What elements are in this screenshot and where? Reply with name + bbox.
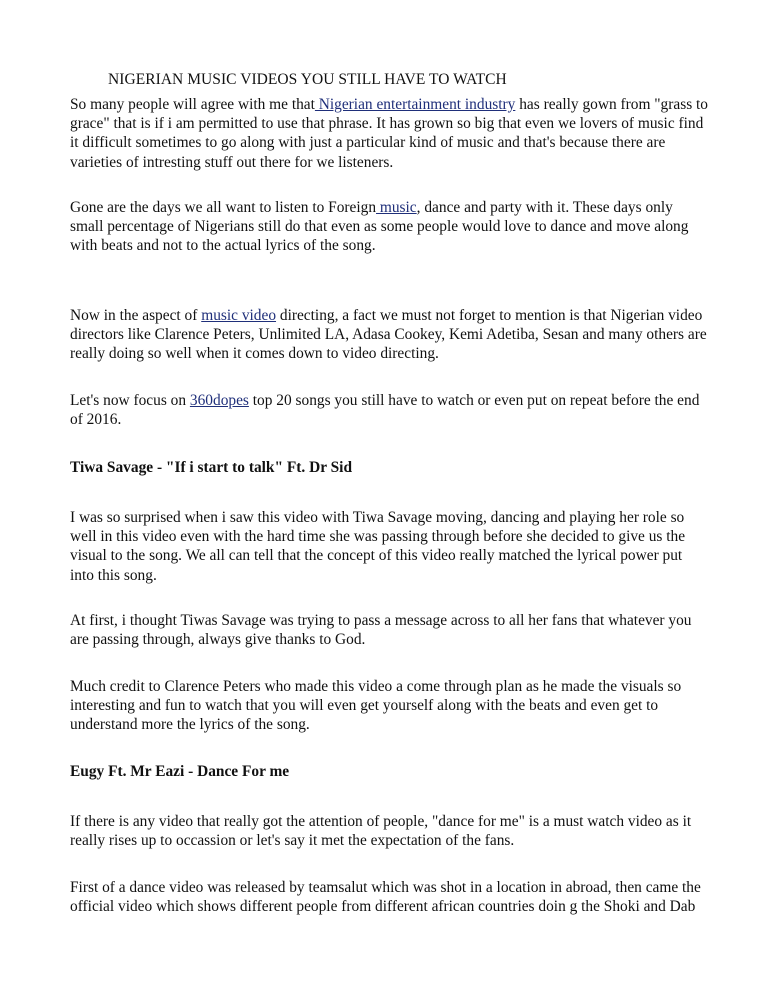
text-line: First of a dance video was released by teamsalut which was shot in a location in abroad, then came the [70,879,701,896]
text-line [70,306,706,325]
text-segment: , dance and party with it. These days only [416,199,673,216]
text-line: grace" that is if i am permitted to use that phrase. It has grown so big that even we lovers of music find [70,115,704,133]
paragraph-dance-for-me [70,812,706,850]
paragraph-clarence-peters [70,677,706,735]
link-music-video[interactable]: music video [201,307,277,324]
paragraph-video-directing [70,306,706,364]
paragraph-intro [70,95,706,172]
link-music[interactable]: music [376,199,417,216]
text-line: visual to the song. We all can tell that the concept of this video really matched the lyrical power put [70,547,683,565]
link-360dopes[interactable]: 360dopes [189,392,249,409]
document-title: NIGERIAN MUSIC VIDEOS YOU STILL HAVE TO WATCH [108,71,507,88]
text-line: of 2016. [70,411,122,429]
text-line: small percentage of Nigerians still do that even as some people would love to dance and move along [70,218,689,236]
text-segment: has really gown from "grass to [515,96,708,113]
paragraph-tiwa-surprise [70,508,706,585]
text-line [70,391,706,410]
text-line: directors like Clarence Peters, Unlimited LA, Adasa Cookey, Kemi Adetiba, Sesan and many others are [70,326,707,344]
text-line: are passing through, always give thanks to God. [70,631,366,649]
section-heading-tiwa-savage: Tiwa Savage - "If i start to talk" Ft. Dr Sid [70,459,353,476]
text-line [70,198,706,217]
text-line: I was so surprised when i saw this video with Tiwa Savage moving, dancing and playing her role so [70,509,685,526]
text-segment: So many people will agree with me that [70,96,315,113]
paragraph-tiwa-message [70,611,706,649]
text-segment: Gone are the days we all want to listen to Foreign [70,199,377,216]
text-line: At first, i thought Tiwas Savage was trying to pass a message across to all her fans that whatever you [70,612,692,629]
text-line: understand more the lyrics of the song. [70,716,310,734]
text-line: really doing so well when it comes down to video directing. [70,345,439,363]
paragraph-top-20 [70,391,706,429]
text-line: it difficult sometimes to go along with just a particular kind of music and that's because there are [70,134,666,152]
text-segment: Let's now focus on [70,392,190,409]
section-heading-eugy: Eugy Ft. Mr Eazi - Dance For me [70,763,290,780]
text-segment: top 20 songs you still have to watch or even put on repeat before the end [248,392,700,409]
text-line [70,95,706,114]
text-segment: Now in the aspect of [70,307,202,324]
text-line: Much credit to Clarence Peters who made this video a come through plan as he made the visuals so [70,678,682,695]
text-segment: directing, a fact we must not forget to mention is that Nigerian video [276,307,703,324]
text-line: well in this video even with the hard time she was passing through before she decided to give us the [70,528,686,546]
paragraph-dance-video [70,878,706,916]
paragraph-foreign-music [70,198,706,256]
text-line: into this song. [70,566,157,584]
link-nigerian-entertainment-industry[interactable]: Nigerian entertainment industry [314,96,516,113]
text-line: really rises up to occassion or let's say it met the expectation of the fans. [70,832,515,850]
text-line: with beats and not to the actual lyrics of the song. [70,237,376,255]
text-line: varieties of intresting stuff out there for we listeners. [70,153,394,171]
text-line: official video which shows different people from different african countries doin g the Shoki and Dab [70,898,696,916]
text-line: If there is any video that really got the attention of people, "dance for me" is a must watch video as it [70,813,692,830]
text-line: interesting and fun to watch that you will even get yourself along with the beats and even get to [70,697,659,715]
